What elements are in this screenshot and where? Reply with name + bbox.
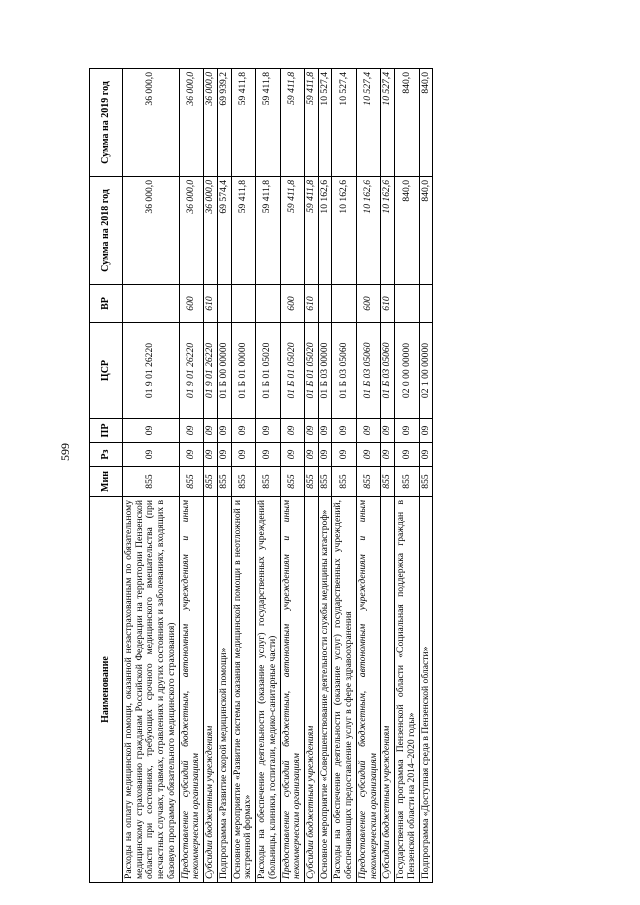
cell-name: Основное мероприятие «Развитие системы оказания медицинской помощи в неотложной и экстренной формах»	[231, 497, 255, 883]
cell-rz: 09	[179, 443, 203, 467]
cell-name: Субсидии бюджетным учреждениям	[305, 497, 319, 883]
cell-vr	[419, 285, 433, 323]
cell-min: 855	[179, 467, 203, 497]
cell-sum-2019: 59 411,8	[280, 69, 304, 177]
cell-min: 855	[123, 467, 180, 497]
cell-vr: 610	[204, 285, 218, 323]
cell-rz: 09	[217, 443, 231, 467]
cell-pr: 09	[217, 419, 231, 443]
table-row	[231, 69, 255, 883]
table-row	[256, 69, 280, 883]
cell-sum-2019: 840,0	[395, 69, 419, 177]
cell-csr: 01 Б 03 00000	[318, 323, 332, 419]
table-header-row	[90, 69, 123, 883]
cell-rz: 09	[356, 443, 380, 467]
page-number: 599	[58, 443, 72, 461]
cell-sum-2018: 10 162,6	[332, 177, 356, 285]
cell-vr: 610	[381, 285, 395, 323]
cell-sum-2018: 59 411,8	[256, 177, 280, 285]
cell-sum-2019: 36 000,0	[204, 69, 218, 177]
table-row	[395, 69, 419, 883]
cell-vr: 600	[179, 285, 203, 323]
header-vr: ВР	[90, 285, 123, 323]
cell-min: 855	[395, 467, 419, 497]
cell-name: Государственная программа Пензенской области «Социальная поддержка граждан в Пензенской области на 2014–2020 годы»	[395, 497, 419, 883]
cell-rz: 09	[280, 443, 304, 467]
cell-sum-2019: 10 527,4	[381, 69, 395, 177]
cell-min: 855	[231, 467, 255, 497]
cell-min: 855	[280, 467, 304, 497]
table-row	[318, 69, 332, 883]
cell-vr: 610	[305, 285, 319, 323]
table-row	[381, 69, 395, 883]
cell-sum-2018: 10 162,6	[356, 177, 380, 285]
cell-sum-2018: 10 162,6	[318, 177, 332, 285]
cell-sum-2018: 69 574,4	[217, 177, 231, 285]
cell-sum-2018: 10 162,6	[381, 177, 395, 285]
cell-pr: 09	[231, 419, 255, 443]
cell-min: 855	[318, 467, 332, 497]
cell-sum-2018: 59 411,8	[280, 177, 304, 285]
cell-name: Субсидии бюджетным учреждениям	[204, 497, 218, 883]
cell-sum-2019: 840,0	[419, 69, 433, 177]
table-row	[204, 69, 218, 883]
cell-vr: 600	[356, 285, 380, 323]
header-min: Мин	[90, 467, 123, 497]
cell-csr: 01 Б 01 05020	[305, 323, 319, 419]
table-row	[280, 69, 304, 883]
cell-sum-2018: 36 000,0	[179, 177, 203, 285]
cell-sum-2019: 36 000,0	[179, 69, 203, 177]
cell-sum-2019: 59 411,8	[305, 69, 319, 177]
cell-min: 855	[256, 467, 280, 497]
cell-pr: 09	[280, 419, 304, 443]
cell-name: Расходы на обеспечение деятельности (оказание услуг) государственных учреждений, обеспечивающих предоставление услуг в сфере здравоохранения	[332, 497, 356, 883]
cell-name: Расходы на обеспечение деятельности (оказание услуг) государственных учреждений (больницы, клиники, госпитали, медико-санитарные части)	[256, 497, 280, 883]
cell-pr: 09	[356, 419, 380, 443]
cell-vr	[256, 285, 280, 323]
cell-name: Основное мероприятие «Совершенствование деятельности службы медицины катастроф»	[318, 497, 332, 883]
cell-sum-2019: 36 000,0	[123, 69, 180, 177]
cell-rz: 09	[419, 443, 433, 467]
table-row	[356, 69, 380, 883]
cell-csr: 01 Б 03 05060	[332, 323, 356, 419]
cell-pr: 09	[179, 419, 203, 443]
budget-table	[89, 68, 433, 883]
cell-rz: 09	[256, 443, 280, 467]
budget-table-wrapper	[89, 69, 541, 883]
cell-pr: 09	[305, 419, 319, 443]
header-csr: ЦСР	[90, 323, 123, 419]
table-row	[305, 69, 319, 883]
cell-vr	[217, 285, 231, 323]
cell-name: Подпрограмма «Доступная среда в Пензенской области»	[419, 497, 433, 883]
table-row	[123, 69, 180, 883]
cell-vr	[332, 285, 356, 323]
cell-rz: 09	[332, 443, 356, 467]
header-pr: ПР	[90, 419, 123, 443]
cell-pr: 09	[381, 419, 395, 443]
table-row	[332, 69, 356, 883]
cell-csr: 01 Б 00 00000	[217, 323, 231, 419]
cell-rz: 09	[305, 443, 319, 467]
table-row	[179, 69, 203, 883]
table-row	[217, 69, 231, 883]
cell-sum-2019: 10 527,4	[332, 69, 356, 177]
cell-sum-2018: 59 411,8	[305, 177, 319, 285]
cell-sum-2018: 840,0	[395, 177, 419, 285]
cell-name: Предоставление субсидий бюджетным, автономным учреждениям и иным некоммерческим организациям	[356, 497, 380, 883]
cell-vr: 600	[280, 285, 304, 323]
cell-name: Подпрограмма «Развитие скорой медицинской помощи»	[217, 497, 231, 883]
cell-rz: 09	[231, 443, 255, 467]
cell-csr: 01 Б 01 05020	[280, 323, 304, 419]
cell-vr	[123, 285, 180, 323]
cell-rz: 09	[123, 443, 180, 467]
cell-csr: 01 9 01 26220	[179, 323, 203, 419]
cell-sum-2019: 10 527,4	[356, 69, 380, 177]
cell-vr	[231, 285, 255, 323]
cell-name: Предоставление субсидий бюджетным, автономным учреждениям и иным некоммерческим организациям	[280, 497, 304, 883]
cell-rz: 09	[204, 443, 218, 467]
cell-pr: 09	[419, 419, 433, 443]
cell-min: 855	[305, 467, 319, 497]
cell-pr: 09	[123, 419, 180, 443]
cell-csr: 01 Б 03 05060	[356, 323, 380, 419]
cell-rz: 09	[395, 443, 419, 467]
cell-name: Расходы на оплату медицинской помощи, оказанной незастрахованным по обязательному медицинскому страхованию гражданам Российской Федерации на территории Пензенской области при состояниях, требующих срочного медицинского вмешательства (при несчастных случаях, травмах, отравлениях и других состояниях и заболеваниях, входящих в базовую программу обязательного медицинского страхования)	[123, 497, 180, 883]
cell-csr: 01 Б 03 05060	[381, 323, 395, 419]
cell-sum-2018: 36 000,0	[123, 177, 180, 285]
cell-rz: 09	[318, 443, 332, 467]
header-rz: Рз	[90, 443, 123, 467]
cell-csr: 01 Б 01 00000	[231, 323, 255, 419]
cell-pr: 09	[332, 419, 356, 443]
cell-sum-2018: 840,0	[419, 177, 433, 285]
cell-min: 855	[356, 467, 380, 497]
cell-sum-2018: 36 000,0	[204, 177, 218, 285]
cell-csr: 02 0 00 00000	[395, 323, 419, 419]
cell-pr: 09	[204, 419, 218, 443]
cell-min: 855	[381, 467, 395, 497]
header-sum-2019: Сумма на 2019 год	[90, 69, 123, 177]
table-body	[123, 69, 433, 883]
cell-csr: 01 9 01 26220	[204, 323, 218, 419]
cell-min: 855	[332, 467, 356, 497]
cell-rz: 09	[381, 443, 395, 467]
cell-csr: 02 1 00 00000	[419, 323, 433, 419]
cell-csr: 01 9 01 26220	[123, 323, 180, 419]
cell-sum-2019: 10 527,4	[318, 69, 332, 177]
cell-pr: 09	[318, 419, 332, 443]
cell-min: 855	[419, 467, 433, 497]
cell-sum-2018: 59 411,8	[231, 177, 255, 285]
cell-name: Субсидии бюджетным учреждениям	[381, 497, 395, 883]
cell-sum-2019: 69 939,2	[217, 69, 231, 177]
table-row	[419, 69, 433, 883]
cell-pr: 09	[256, 419, 280, 443]
header-sum-2018: Сумма на 2018 год	[90, 177, 123, 285]
cell-sum-2019: 59 411,8	[256, 69, 280, 177]
cell-name: Предоставление субсидий бюджетным, автономным учреждениям и иным некоммерческим организациям	[179, 497, 203, 883]
cell-vr	[395, 285, 419, 323]
cell-min: 855	[204, 467, 218, 497]
cell-pr: 09	[395, 419, 419, 443]
cell-vr	[318, 285, 332, 323]
cell-sum-2019: 59 411,8	[231, 69, 255, 177]
header-name: Наименование	[90, 497, 123, 883]
cell-csr: 01 Б 01 05020	[256, 323, 280, 419]
cell-min: 855	[217, 467, 231, 497]
